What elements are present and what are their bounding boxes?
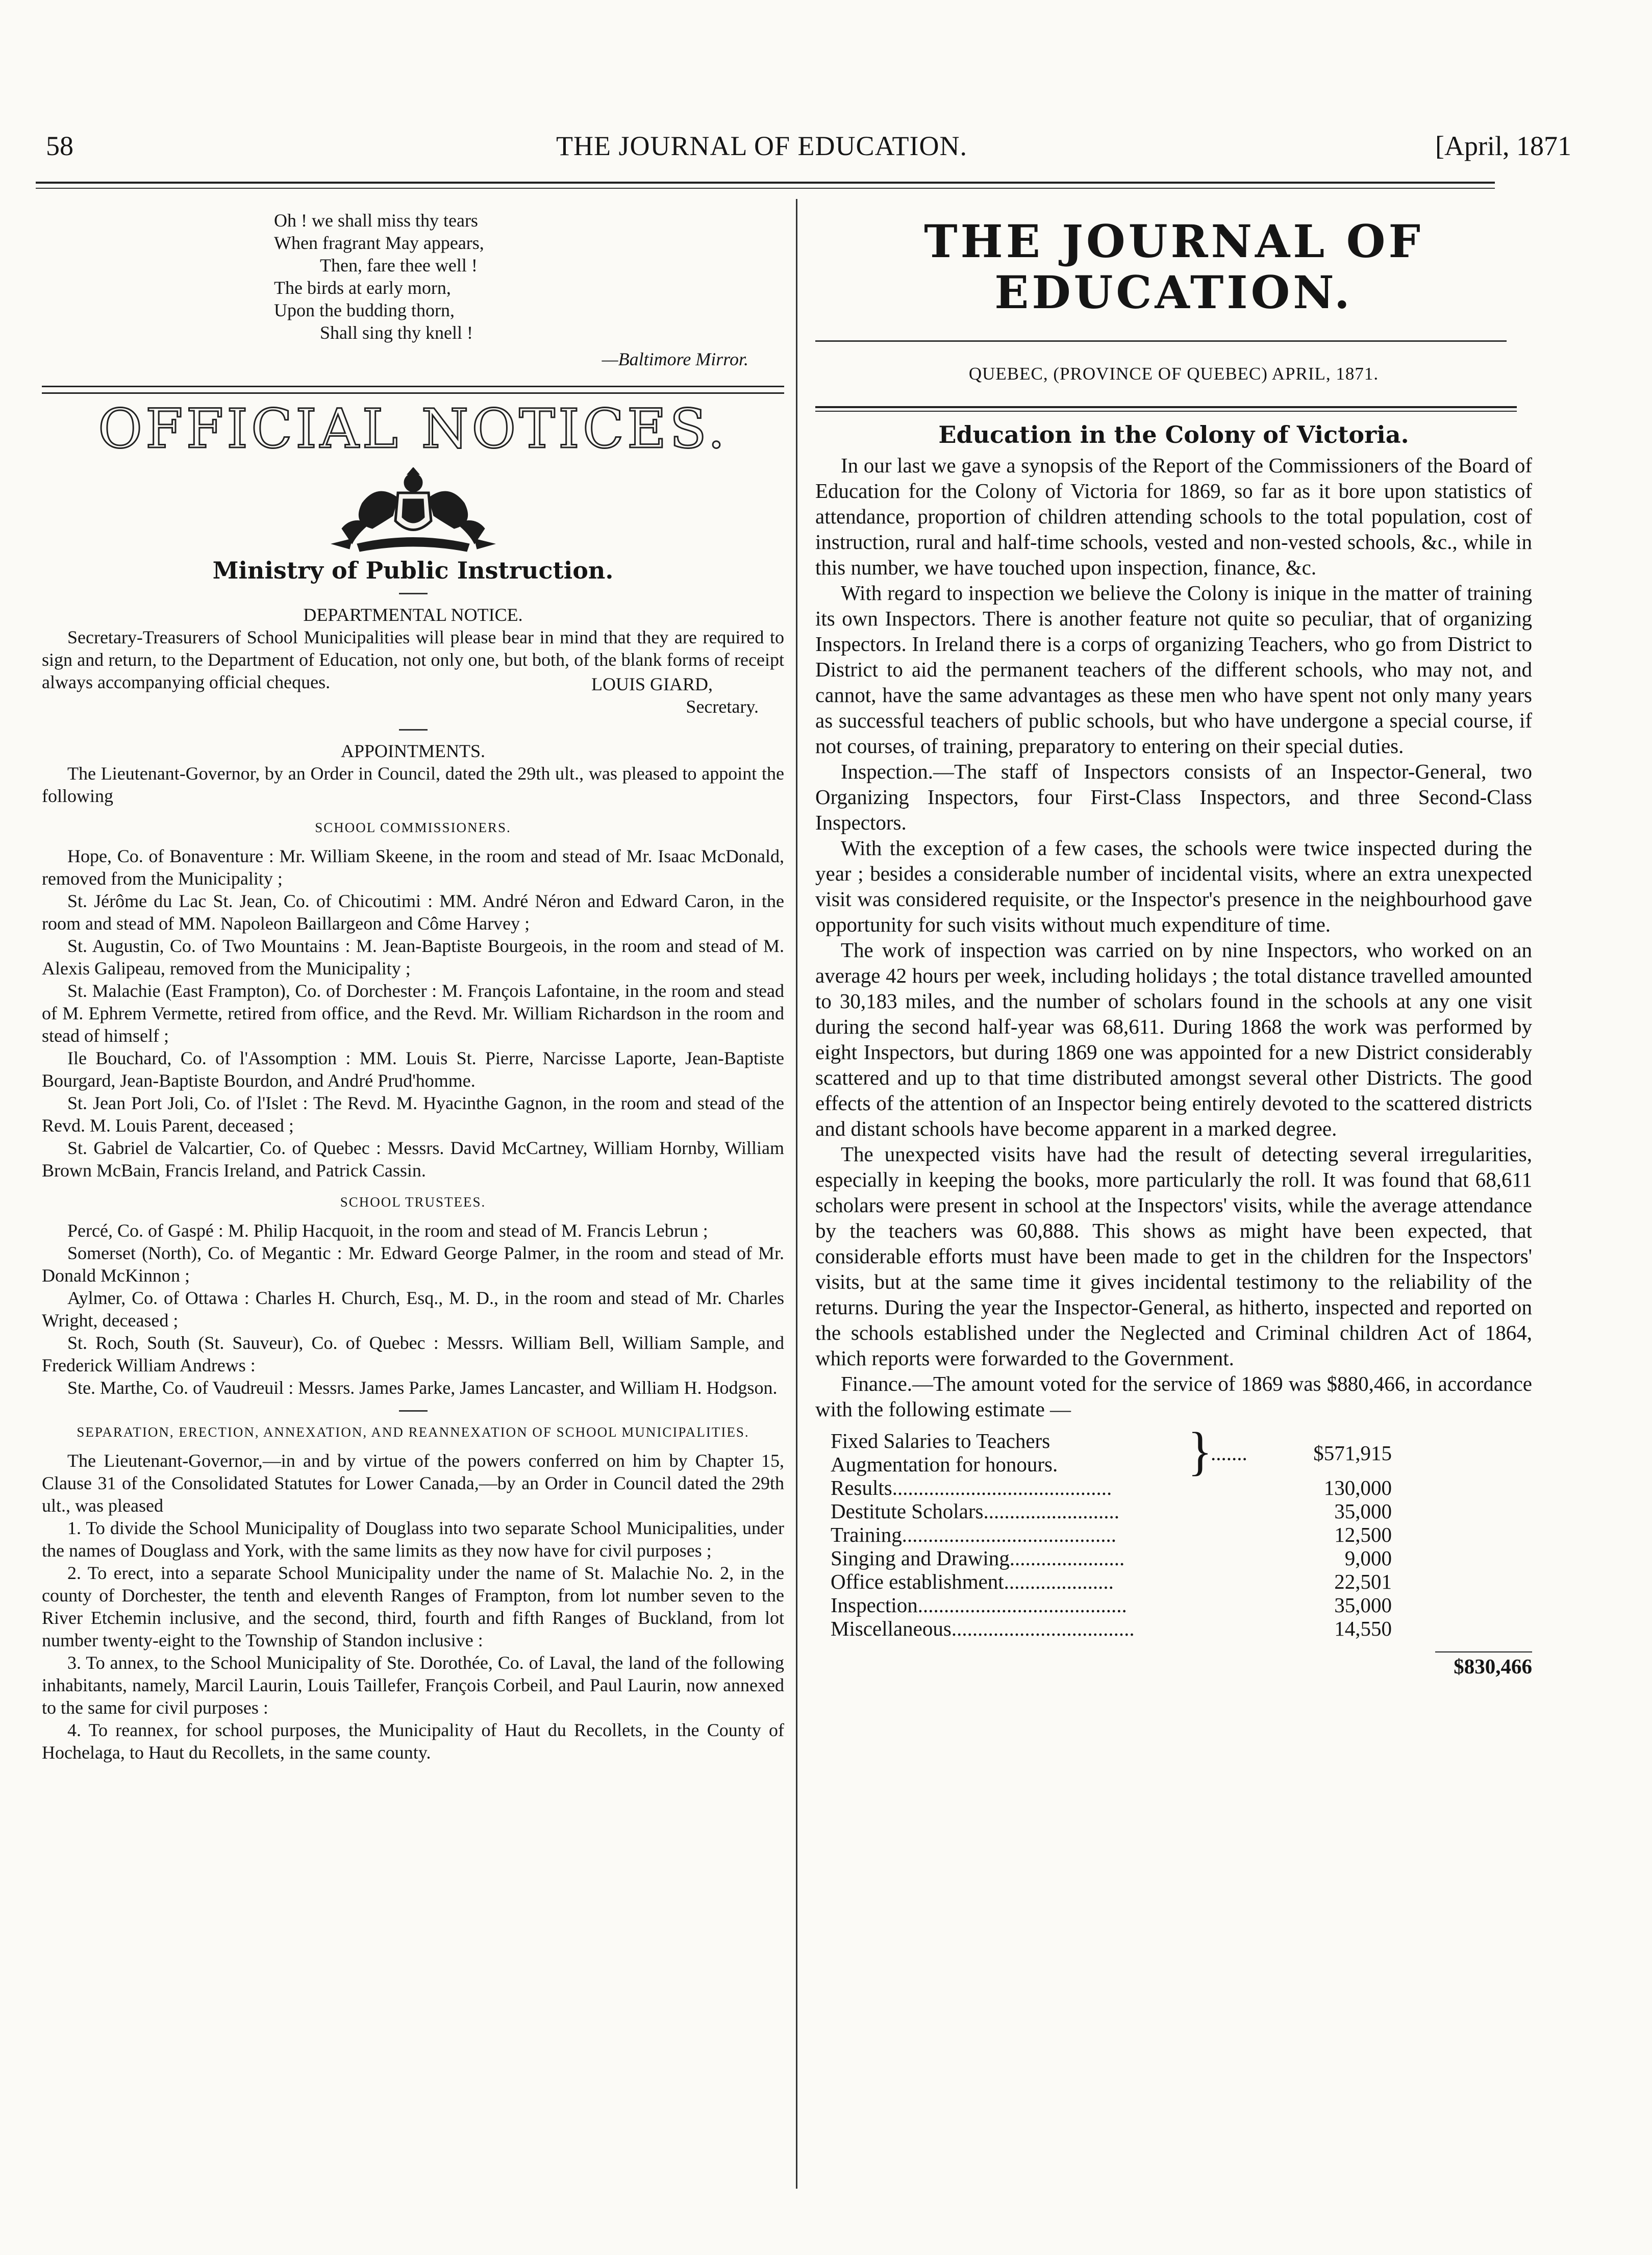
trustee-entry: Ste. Marthe, Co. of Vaudreuil : Messrs. James Parke, James Lancaster, and William H. Hodgson. [67,1377,778,1398]
page-number: 58 [46,131,73,161]
estimate-label: Office establishment..................... [831,1570,1114,1593]
separation-item: 1. To divide the School Municipality of Douglass into two separate School Municipalities, under the names of Douglass and York, with the same limits as they now have for civil purposes ; [42,1518,784,1561]
appointments-intro: The Lieutenant-Governor, by an Order in Council, dated the 29th ult., was pleased to appoint the following [42,763,784,806]
separation-item: 2. To erect, into a separate School Municipality under the name of St. Malachie No. 2, in the county of Dorchester, the tenth and eleventh Ranges of Frampton, from lot number seven to the River Etchemin inclusive, and the second, third, fourth and fifth Ranges of Buckland, from lot number twenty-eight to the Township of Standon inclusive : [42,1563,784,1650]
trustees-heading: SCHOOL TRUSTEES. [340,1194,486,1210]
masthead-rule [815,340,1507,342]
poem-line: When fragrant May appears, [274,233,484,253]
article-paragraph: Inspection.—The staff of Inspectors consists of an Inspector-General, two Organizing Inspectors, four First-Class Inspectors, and three Second-Class Inspectors. [815,760,1532,834]
estimate-label: Destitute Scholars.......................... [831,1499,1119,1523]
poem-credit: —Baltimore Mirror. [602,349,748,369]
right-column [815,207,1532,1679]
separation-heading: SEPARATION, ERECTION, ANNEXATION, AND REANNEXATION OF SCHOOL MUNICIPALITIES. [77,1424,749,1440]
estimate-label: Fixed Salaries to Teachers [831,1429,1050,1452]
coat-of-arms-icon [321,467,505,554]
estimate-row [831,1593,1392,1617]
header-rule [36,182,1495,184]
ministry-heading: Ministry of Public Instruction. [212,557,614,584]
estimate-amount: $571,915 [1313,1441,1392,1465]
estimate-amount: 9,000 [1344,1546,1392,1570]
estimate-row [831,1476,1392,1499]
official-notices-title: OFFICIAL NOTICES. [98,397,728,460]
separation-item: 4. To reannex, for school purposes, the Municipality of Haut du Recollets, in the County of Hochelaga, to Haut du Recollets, in the same county. [42,1720,784,1763]
estimate-row [831,1546,1392,1570]
estimate-row [831,1499,1392,1523]
article-paragraph: With regard to inspection we believe the Colony is inique in the matter of training its own Inspectors. There is another feature not quite so peculiar, that of organizing Inspectors. In Ireland there is a corps of organizing Teachers, who go from District to District to aid the permanent teachers of the different schools, who may not, and cannot, have the same advantages as these men who have spent not only many years as successful teachers of public schools, but who have undergone a special course, if not courses, of training, preparatory to entering on their special duties. [815,581,1532,758]
estimate-label: Miscellaneous................................... [831,1617,1135,1640]
signature-name: LOUIS GIARD, [591,674,713,694]
separation-item: 3. To annex, to the School Municipality of Ste. Dorothée, Co. of Laval, the land of the following inhabitants, namely, Marcil Laurin, Louis Taillefer, François Corbeil, and Paul Laurin, now annexed to the same for civil purposes : [42,1652,784,1718]
estimate-total [815,1651,1532,1679]
header-rule-thin [36,188,1495,189]
estimate-amount: 12,500 [1334,1523,1392,1546]
estimate-label: Augmentation for honours. [831,1452,1058,1476]
estimate-table [831,1421,1392,1640]
estimate-amount: 14,550 [1334,1617,1392,1640]
article-paragraph: In our last we gave a synopsis of the Report of the Commissioners of the Board of Education for the Colony of Victoria for 1869, so far as it bore upon statistics of attendance, proportion of children attending schools to the total population, cost of instruction, rural and half-time schools, vested and non-vested schools, &c., while in this number, we have touched upon inspection, finance, &c. [815,454,1532,579]
column-divider [796,199,797,2189]
poem-line: Shall sing thy knell ! [320,322,473,343]
article-paragraph: With the exception of a few cases, the schools were twice inspected during the year ; besides a considerable number of incidental visits, where an extra unexpected visit was considered requisite, or the Inspector's presence in the neighbourhood gave opportunity for such visits without much expenditure of time. [815,836,1532,936]
poem-line: Oh ! we shall miss thy tears [274,210,478,231]
estimate-label: Inspection........................................ [831,1593,1127,1617]
trustee-entry: St. Roch, South (St. Sauveur), Co. of Quebec : Messrs. William Bell, William Sample, and Frederick William Andrews : [42,1333,784,1375]
running-title: THE JOURNAL OF EDUCATION. [556,131,967,161]
commissioner-entry: St. Jérôme du Lac St. Jean, Co. of Chicoutimi : MM. André Néron and Edward Caron, in the room and stead of MM. Napoleon Baillargeon and Côme Harvey ; [42,891,784,934]
estimate-row [831,1570,1392,1593]
article-paragraph: Finance.—The amount voted for the service of 1869 was $880,466, in accordance with the following estimate — [815,1372,1532,1421]
poem [274,209,784,344]
article-title: Education in the Colony of Victoria. [938,421,1409,448]
trustee-entry: Aylmer, Co. of Ottawa : Charles H. Church, Esq., M. D., in the room and stead of Mr. Charles Wright, deceased ; [42,1288,784,1331]
signature-title: Secretary. [686,696,759,717]
commissioner-entry: St. Jean Port Joli, Co. of l'Islet : The Revd. M. Hyacinthe Gagnon, in the room and stead of the Revd. M. Louis Parent, deceased ; [42,1093,784,1136]
running-header [36,130,1571,171]
article-paragraph: The work of inspection was carried on by nine Inspectors, who worked on an average 42 hours per week, including holidays ; the total distance travelled amounted to 30,183 miles, and the number of scholars found in the schools at any one visit during the second half-year was 68,611. During 1868 the work was performed by eight Inspectors, but during 1869 one was appointed for a new District considerably scattered and up to that time distributed amongst several other Districts. The good effects of the attention of an Inspector being entirely devoted to the scattered districts and distant schools have become apparent in a marked degree. [815,938,1532,1140]
estimate-label: Results.......................................... [831,1476,1112,1499]
commissioner-entry: St. Augustin, Co. of Two Mountains : M. Jean-Baptiste Bourgeois, in the room and stead of M. Alexis Galipeau, removed from the Municipality ; [42,936,784,979]
brace-glyph: } [1188,1421,1212,1481]
estimate-amount: 35,000 [1334,1593,1392,1617]
departmental-notice-heading: DEPARTMENTAL NOTICE. [303,605,523,625]
appointments-heading: APPOINTMENTS. [340,741,486,761]
trustee-entry: Percé, Co. of Gaspé : M. Philip Hacquoit, in the room and stead of M. Francis Lebrun ; [67,1220,708,1241]
estimate-label: Singing and Drawing...................... [831,1546,1125,1570]
estimate-total-value: $830,466 [1435,1651,1532,1679]
divider-dash [399,593,428,594]
article-paragraph: The unexpected visits have had the result of detecting several irregularities, especially in keeping the books, more particularly the roll. It was found that 68,611 scholars were present in school at the Inspectors' visits, while the average attendance by the teachers was 60,888. This shows as might have been expected, that considerable efforts must have been made to get in the children for the Inspectors' visits, but at the same time it gives incidental testimony to the reliability of the returns. During the year the Inspector-General, as hitherto, inspected and reported on the schools established under the Neglected and Criminal children Act of 1864, which reports were forwarded to the Government. [815,1142,1532,1370]
leader-dots: ....... [1211,1441,1247,1465]
estimate-amount: 35,000 [1334,1499,1392,1523]
commissioner-entry: St. Gabriel de Valcartier, Co. of Quebec : Messrs. David McCartney, William Hornby, William Brown McBain, Francis Ireland, and Patrick Cassin. [42,1138,784,1181]
commissioner-entry: Ile Bouchard, Co. of l'Assomption : MM. Louis St. Pierre, Narcisse Laporte, Jean-Baptiste Bourgard, Jean-Baptiste Bourdon, and André Prud'homme. [42,1048,784,1091]
departmental-notice-text: Secretary-Treasurers of School Municipalities will please bear in mind that they are required to sign and return, to the Department of Education, not only one, but both, of the blank forms of receipt always accompanying official cheques. [42,627,784,692]
commissioner-entry: St. Malachie (East Frampton), Co. of Dorchester : M. François Lafontaine, in the room and stead of M. Ephrem Vermette, retired from office, and the Revd. Mr. William Richardson in the room and stead of himself ; [42,981,784,1046]
commissioner-entry: Hope, Co. of Bonaventure : Mr. William Skeene, in the room and stead of Mr. Isaac McDonald, removed from the Municipality ; [42,846,784,889]
estimate-label: Training......................................... [831,1523,1116,1546]
commissioners-heading: SCHOOL COMMISSIONERS. [315,820,511,835]
separation-intro: The Lieutenant-Governor,—in and by virtue of the powers conferred on him by Chapter 15, Clause 31 of the Consolidated Statutes for Lower Canada,—by an Order in Council dated the 29th ult., was pleased [42,1450,784,1516]
estimate-amount: 22,501 [1334,1570,1392,1593]
estimate-amount: 130,000 [1323,1476,1392,1499]
dateline: QUEBEC, (PROVINCE OF QUEBEC) APRIL, 1871. [968,364,1379,384]
estimate-row [831,1523,1392,1546]
divider-dash [399,729,428,731]
trustee-entry: Somerset (North), Co. of Megantic : Mr. Edward George Palmer, in the room and stead of Mr. Donald McKinnon ; [42,1243,784,1286]
estimate-row [831,1617,1392,1640]
poem-line: Then, fare thee well ! [320,255,478,275]
running-date: [April, 1871 [1435,131,1571,161]
poem-line: The birds at early morn, [274,278,451,298]
divider-dash [399,1410,428,1412]
dateline-rule [815,406,1517,412]
journal-masthead: THE JOURNAL OF EDUCATION. [924,215,1423,319]
section-double-rule [42,386,784,394]
estimate-row-fixed [831,1421,1392,1481]
left-column [42,209,784,1764]
poem-line: Upon the budding thorn, [274,300,455,320]
